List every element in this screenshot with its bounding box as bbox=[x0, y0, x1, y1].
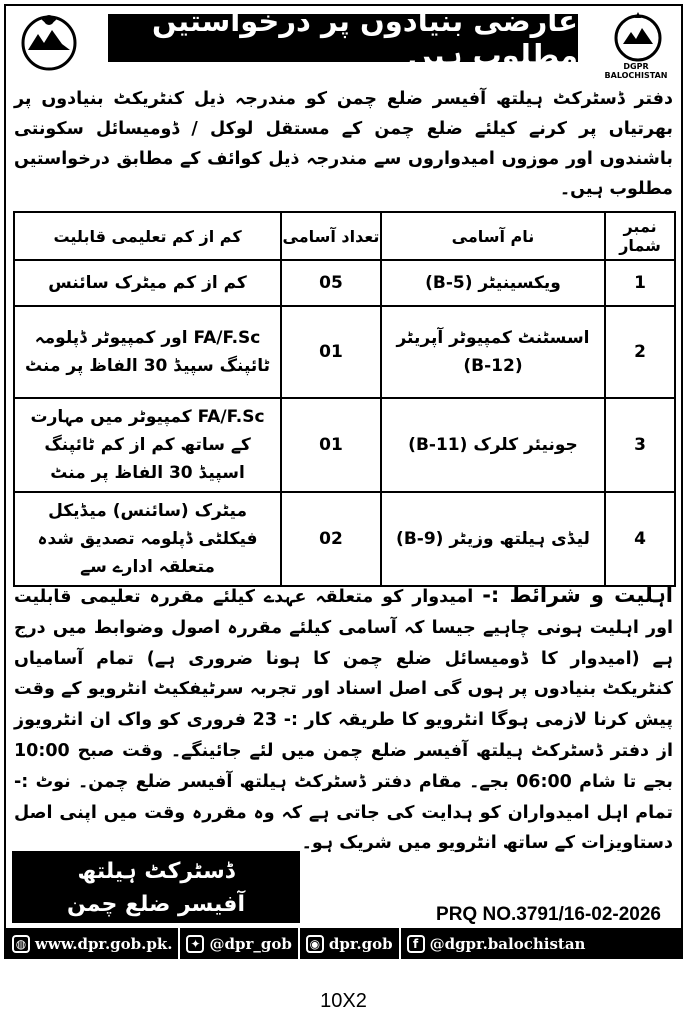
table-row bbox=[14, 306, 675, 398]
row-post-count: 02 bbox=[281, 492, 381, 586]
conditions-section bbox=[14, 580, 673, 859]
prq-number: PRQ NO.3791/16-02-2026 bbox=[436, 904, 661, 925]
header-post-name: نام آسامی bbox=[381, 212, 605, 260]
row-post-name: ویکسینیٹر (B-5) bbox=[381, 260, 605, 306]
ad-title: عارضی بنیادوں پر درخواستیں مطلوب ہیں bbox=[108, 14, 578, 62]
conditions-title: اہلیت و شرائط :- bbox=[482, 583, 673, 607]
signature-line-2: آفیسر ضلع چمن bbox=[67, 892, 245, 917]
row-post-count: 01 bbox=[281, 306, 381, 398]
header-serial: نمبر شمار bbox=[605, 212, 675, 260]
facebook-text: @dgpr.balochistan bbox=[429, 934, 586, 953]
ad-size-label: 10X2 bbox=[320, 990, 367, 1012]
footer-facebook[interactable] bbox=[401, 928, 592, 959]
row-qualification: کم از کم میٹرک سائنس bbox=[14, 260, 281, 306]
facebook-icon: f bbox=[407, 935, 425, 953]
row-post-name: لیڈی ہیلتھ وزیٹر (B-9) bbox=[381, 492, 605, 586]
header-qualification: کم از کم تعلیمی قابلیت bbox=[14, 212, 281, 260]
row-serial: 3 bbox=[605, 398, 675, 492]
footer-twitter[interactable] bbox=[180, 928, 299, 959]
intro-text: دفتر ڈسٹرکٹ ہیلتھ آفیسر ضلع چمن کو مندرجہ ذیل کنٹریکٹ بنیادوں پر بھرتیاں پر کرنے کیلئے ضلع چمن کے مستقل لوکل / ڈومیسائل سکونتی باشندوں اور موزوں امیدواروں سے مندرجہ ذیل کوائف کے مطابق درخواستیں مطلوب ہیں۔ bbox=[14, 89, 673, 199]
instagram-icon: ◉ bbox=[306, 935, 324, 953]
globe-icon: ◍ bbox=[12, 935, 30, 953]
row-post-name: جونیئر کلرک (B-11) bbox=[381, 398, 605, 492]
header bbox=[6, 4, 681, 80]
twitter-text: @dpr_gob bbox=[209, 934, 292, 953]
twitter-icon: ✦ bbox=[186, 935, 204, 953]
row-post-count: 05 bbox=[281, 260, 381, 306]
header-post-count: تعداد آسامی bbox=[281, 212, 381, 260]
row-serial: 4 bbox=[605, 492, 675, 586]
row-serial: 1 bbox=[605, 260, 675, 306]
conditions-text: امیدوار کو متعلقہ عہدے کیلئے مقررہ تعلیمی قابلیت اور اہلیت ہونی چاہیے جیسا کہ آسامی کیلئے مقررہ اصول وضوابط میں درج ہے (امیدوار کا ڈومیسائل ضلع چمن کا ہونا ضروری ہے) تمام آسامیاں کنٹریکٹ بنیادوں پر ہوں گی اصل اسناد اور تجربہ سرٹیفکیٹ انٹرویو کے وقت پیش کرنا لازمی ہوگا انٹرویو کا طریقہ کار :- 23 فروری کو واک ان انٹرویوز از دفتر ڈسٹرکٹ ہیلتھ آفیسر ضلع چمن میں لئے جائینگے۔ وقت صبح 10:00 بجے تا شام 06:00 بجے۔ مقام دفتر ڈسٹرکٹ ہیلتھ آفیسر ضلع چمن۔ نوٹ :- تمام اہل امیدواران کو ہدایت کی جاتی ہے کہ وہ مقررہ وقت میں اپنی اصل دستاویزات کے ساتھ انٹرویو میں شریک ہو۔ bbox=[14, 587, 673, 854]
signature-line-1: ڈسٹرکٹ ہیلتھ bbox=[77, 859, 235, 884]
instagram-text: dpr.gob bbox=[328, 934, 393, 953]
row-qualification: میٹرک (سائنس) میڈیکل فیکلٹی ڈپلومہ تصدیق شدہ متعلقہ ادارے سے bbox=[14, 492, 281, 586]
advertisement-page bbox=[4, 4, 683, 959]
table-row bbox=[14, 398, 675, 492]
row-post-name: اسسٹنٹ کمپیوٹر آپریٹر (B-12) bbox=[381, 306, 605, 398]
table-header-row bbox=[14, 212, 675, 260]
row-qualification: FA/F.Sc کمپیوٹر میں مہارت کے ساتھ کم از کم ٹائپنگ اسپیڈ 30 الفاظ پر منٹ bbox=[14, 398, 281, 492]
website-text: www.dpr.gob.pk. bbox=[35, 934, 173, 953]
footer-instagram[interactable] bbox=[300, 928, 401, 959]
row-qualification: FA/F.Sc اور کمپیوٹر ڈپلومہ ٹائپنگ سپیڈ 30 الفاظ پر منٹ bbox=[14, 306, 281, 398]
signature-block bbox=[12, 851, 300, 923]
table-row bbox=[14, 260, 675, 306]
row-serial: 2 bbox=[605, 306, 675, 398]
posts-table bbox=[13, 211, 676, 587]
balochistan-emblem-icon bbox=[14, 10, 84, 72]
footer-bar bbox=[6, 928, 681, 959]
row-post-count: 01 bbox=[281, 398, 381, 492]
table-row bbox=[14, 492, 675, 586]
intro-paragraph bbox=[14, 84, 673, 204]
footer-website[interactable] bbox=[6, 928, 180, 959]
logo-caption: DGPR BALOCHISTAN bbox=[604, 62, 668, 80]
